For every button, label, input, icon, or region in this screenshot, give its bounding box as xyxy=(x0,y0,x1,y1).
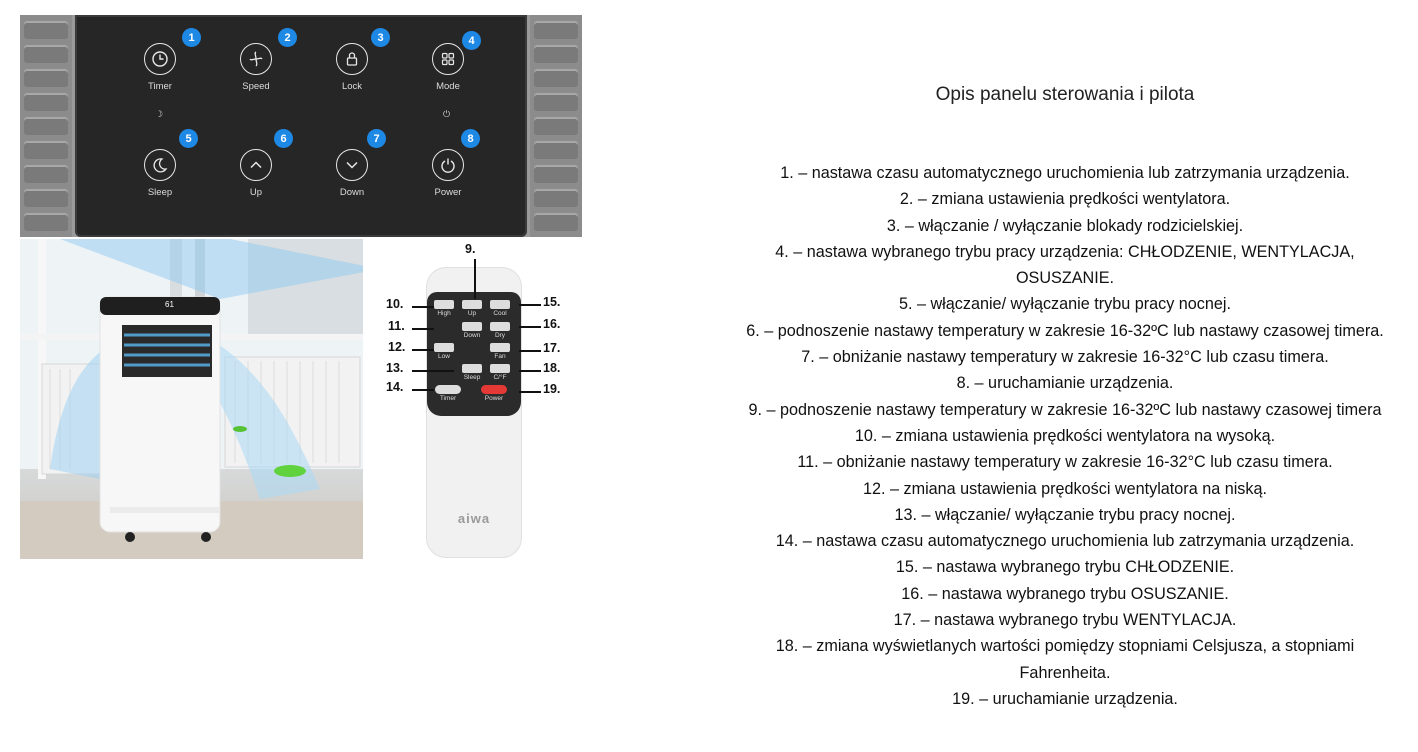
remote-line-19 xyxy=(519,391,541,393)
mode-grid-icon xyxy=(439,50,457,68)
unit-display: 61 xyxy=(165,300,174,309)
desc-line-19: 19. – uruchamianie urządzenia. xyxy=(952,689,1178,708)
remote-cool-button: Cool xyxy=(487,300,513,317)
desc-line-16: 16. – nastawa wybranego trybu OSUSZANIE. xyxy=(901,584,1229,603)
remote-label-18: 18. xyxy=(543,361,561,375)
fan-icon xyxy=(247,50,265,68)
desc-line-15: 15. – nastawa wybranego trybu CHŁODZENIE. xyxy=(895,558,1235,577)
panel-up-button xyxy=(221,149,291,198)
panel-down-label: Down xyxy=(339,187,365,198)
remote-timer-button: Timer xyxy=(431,385,465,402)
remote-line-16 xyxy=(519,326,541,328)
remote-label-16: 16. xyxy=(543,317,561,331)
panel-lock-button xyxy=(317,43,387,92)
product-illustration xyxy=(20,15,582,559)
badge-1: 1 xyxy=(182,28,201,47)
desc-line-9: 9. – podnoszenie nastawy temperatury w zakresie 16-32ºC lub nastawy czasowej timera xyxy=(748,400,1382,419)
chevron-down-icon xyxy=(343,156,361,174)
sleep-moon-icon xyxy=(151,156,169,174)
remote-high-button: High xyxy=(431,300,457,317)
remote-down-button: Down xyxy=(459,322,485,339)
panel-sleep-label: Sleep xyxy=(147,187,173,198)
remote-line-17 xyxy=(519,350,541,352)
page-title: Opis panelu sterowania i pilota xyxy=(935,84,1195,105)
desc-line-13: 13. – włączanie/ wyłączanie trybu pracy nocnej. xyxy=(894,505,1236,524)
desc-line-17: 17. – nastawa wybranego trybu WENTYLACJA. xyxy=(893,611,1237,630)
panel-timer-label: Timer xyxy=(148,81,172,92)
desc-line-2: 2. – zmiana ustawienia prędkości wentylatora. xyxy=(899,190,1231,209)
badge-2: 2 xyxy=(278,28,297,47)
remote-label-15: 15. xyxy=(543,295,561,309)
sleep-indicator-icon: ☽ xyxy=(155,109,164,119)
badge-8: 8 xyxy=(461,129,480,148)
remote-fan-button: Fan xyxy=(487,343,513,360)
desc-line-6: 6. – podnoszenie nastawy temperatury w zakresie 16-32ºC lub nastawy czasowej timera. xyxy=(746,321,1384,340)
lock-icon xyxy=(343,50,361,68)
remote-up-button: Up xyxy=(459,300,485,317)
remote-line-9 xyxy=(474,259,476,299)
remote-label-13: 13. xyxy=(386,361,404,375)
desc-line-1: 1. – nastawa czasu automatycznego uruchomienia lub zatrzymania urządzenia. xyxy=(780,164,1350,182)
remote-illustration xyxy=(363,239,582,559)
remote-label-9: 9. xyxy=(465,242,476,256)
remote-label-11: 11. xyxy=(388,319,405,333)
panel-mode-button xyxy=(413,43,483,92)
control-panel-closeup xyxy=(20,15,582,237)
air-conditioner-photo xyxy=(20,239,363,559)
remote-power-button: Power xyxy=(477,385,511,402)
panel-speed-button xyxy=(221,43,291,92)
desc-line-12: 12. – zmiana ustawienia prędkości wentylatora na niską. xyxy=(862,479,1267,498)
chevron-up-icon xyxy=(247,156,265,174)
remote-brand-logo: aiwa xyxy=(457,511,491,526)
remote-low-button: Low xyxy=(431,343,457,360)
remote-line-15 xyxy=(519,304,541,306)
remote-line-13 xyxy=(412,370,454,372)
desc-line-8: 8. – uruchamianie urządzenia. xyxy=(956,374,1174,393)
remote-unit-button: C/°F xyxy=(487,364,513,381)
panel-speed-label: Speed xyxy=(242,81,270,92)
panel-lock-label: Lock xyxy=(341,81,363,92)
panel-up-label: Up xyxy=(249,187,263,198)
remote-sleep-button: Sleep xyxy=(459,364,485,381)
vent-grille-right xyxy=(530,15,582,237)
badge-5: 5 xyxy=(179,129,198,148)
room-scene-illustration xyxy=(20,239,363,559)
desc-line-10: 10. – zmiana ustawienia prędkości wentylatora na wysoką. xyxy=(854,426,1276,445)
panel-power-button xyxy=(413,149,483,198)
panel-mode-label: Mode xyxy=(436,81,460,92)
remote-label-17: 17. xyxy=(543,341,561,355)
panel-sleep-button xyxy=(125,149,195,198)
badge-7: 7 xyxy=(367,129,386,148)
panel-down-button xyxy=(317,149,387,198)
panel-power-label: Power xyxy=(434,187,462,198)
power-icon xyxy=(439,156,457,174)
desc-line-14: 14. – nastawa czasu automatycznego uruchomienia lub zatrzymania urządzenia. xyxy=(775,532,1355,551)
desc-line-3: 3. – włączanie / wyłączanie blokady rodzicielskiej. xyxy=(886,216,1244,235)
remote-line-11 xyxy=(412,328,434,330)
vent-grille-left xyxy=(20,15,72,237)
power-indicator-icon: ⏻ xyxy=(443,109,451,119)
clock-icon xyxy=(151,50,169,68)
remote-label-14: 14. xyxy=(386,380,404,394)
badge-3: 3 xyxy=(371,28,390,47)
panel-timer-button xyxy=(125,43,195,92)
badge-4: 4 xyxy=(462,31,481,50)
desc-line-4: 4. – nastawa wybranego trybu pracy urządzenia: CHŁODZENIE, WENTYLACJA, OSUSZANIE. xyxy=(775,242,1355,288)
remote-label-12: 12. xyxy=(388,340,406,354)
badge-6: 6 xyxy=(274,129,293,148)
description-section xyxy=(712,84,1418,712)
control-panel xyxy=(75,15,527,237)
desc-line-5: 5. – włączanie/ wyłączanie trybu pracy nocnej. xyxy=(898,295,1231,314)
desc-line-11: 11. – obniżanie nastawy temperatury w zakresie 16-32°C lub czasu timera. xyxy=(797,453,1333,472)
remote-label-19: 19. xyxy=(543,382,561,396)
remote-dry-button: Dry xyxy=(487,322,513,339)
desc-line-7: 7. – obniżanie nastawy temperatury w zakresie 16-32°C lub czasu timera. xyxy=(801,348,1329,367)
remote-line-18 xyxy=(519,370,541,372)
desc-line-18: 18. – zmiana wyświetlanych wartości pomiędzy stopniami Celsjusza, a stopniami Fahrenheita. xyxy=(775,637,1355,682)
remote-label-10: 10. xyxy=(386,297,404,311)
